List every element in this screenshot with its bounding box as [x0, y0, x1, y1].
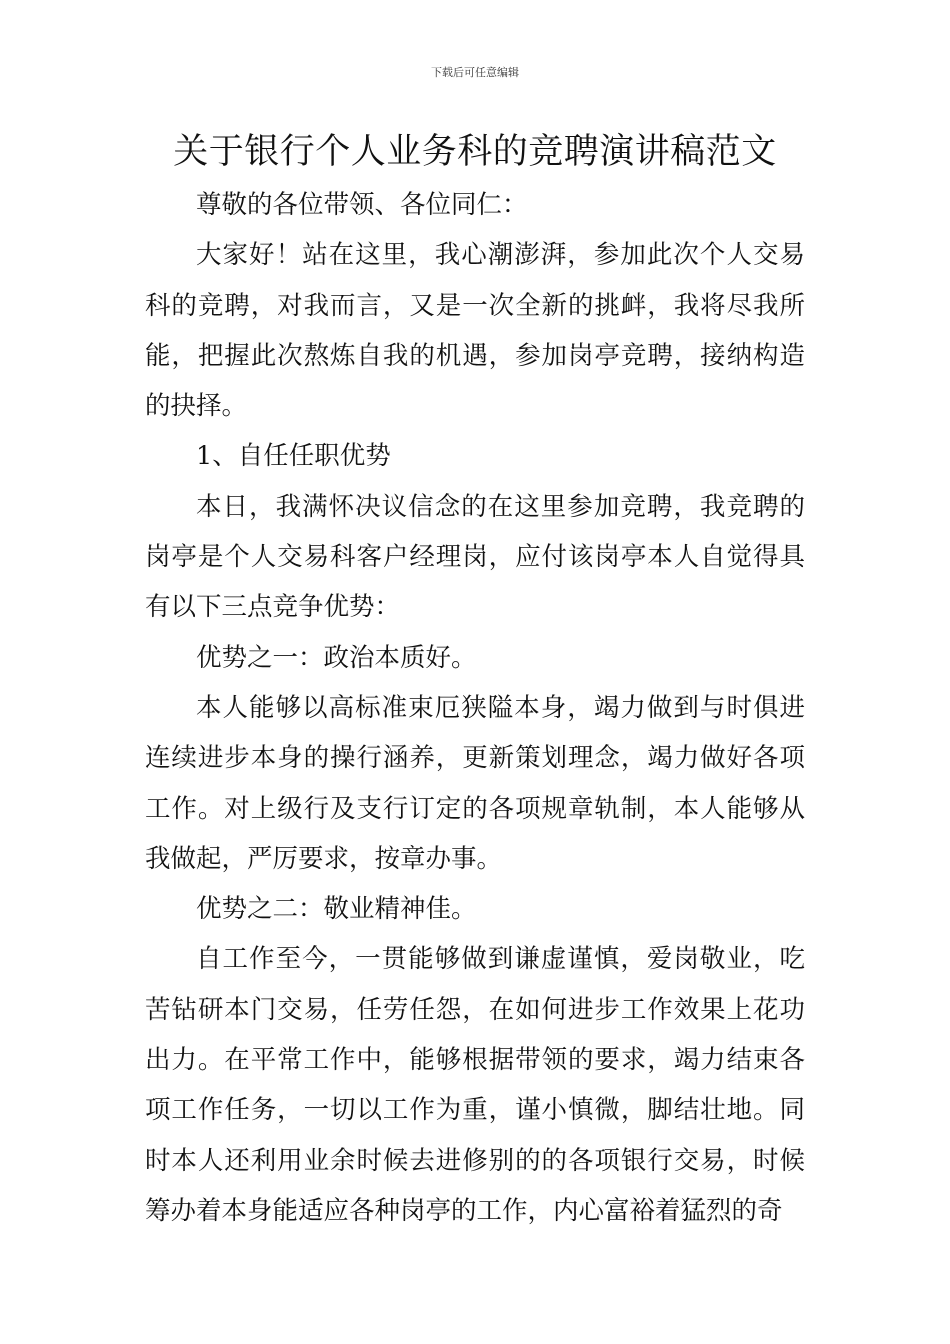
document-body	[145, 180, 805, 1236]
salutation-paragraph: 尊敬的各位带领、各位同仁：	[196, 190, 528, 220]
body-paragraph: 本人能够以高标准束厄狭隘本身，竭力做到与时俱进连续进步本身的操行涵养，更新策划理念，竭力做好各项工作。对上级行及支行订定的各项规章轨制，本人能够从我做起，严厉要求，按章办事。	[145, 692, 805, 874]
greeting-paragraph: 大家好！站在这里，我心潮澎湃，参加此次个人交易科的竞聘，对我而言，又是一次全新的挑衅，我将尽我所能，把握此次熬炼自我的机遇，参加岗亭竞聘，接纳构造的抉择。	[145, 240, 805, 422]
page-header-note: 下载后可任意编辑	[431, 66, 519, 79]
advantage-heading: 优势之二：敬业精神佳。	[196, 894, 477, 925]
advantage-heading: 优势之一：政治本质好。	[196, 642, 477, 673]
document-title: 关于银行个人业务科的竞聘演讲稿范文	[173, 132, 777, 172]
body-paragraph: 自工作至今，一贯能够做到谦虚谨慎，爱岗敬业，吃苦钻研本门交易，任劳任怨，在如何进步工作效果上花功出力。在平常工作中，能够根据带领的要求，竭力结束各项工作任务，一切以工作为重，谨小慎微，脚结壮地。同时本人还利用业余时候去进修别的的各项银行交易，时候筹办着本身能适应各种岗亭的工作，内心富裕着猛烈的奇	[145, 944, 805, 1226]
section-heading: 1、自任任职优势	[196, 441, 391, 472]
body-paragraph: 本日，我满怀决议信念的在这里参加竞聘，我竞聘的岗亭是个人交易科客户经理岗，应付该岗亭本人自觉得具有以下三点竞争优势：	[145, 491, 805, 623]
